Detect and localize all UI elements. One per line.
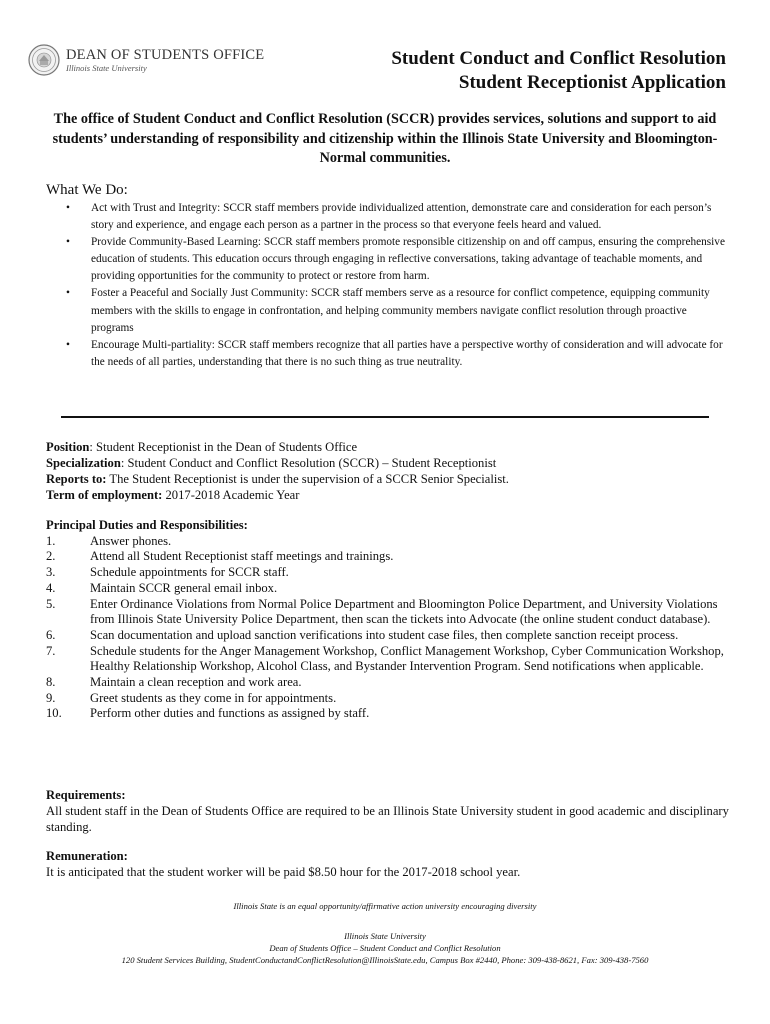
reports-value: The Student Receptionist is under the supervision of a SCCR Senior Specialist.	[106, 472, 509, 486]
duty-number: 3.	[46, 565, 56, 580]
university-seal-icon	[28, 44, 60, 76]
duty-item	[46, 644, 736, 675]
duty-number: 8.	[46, 675, 56, 690]
duty-item	[46, 628, 736, 644]
equal-opportunity-statement: Illinois State is an equal opportunity/affirmative action university encouraging diversity	[233, 901, 537, 911]
list-item	[46, 200, 726, 234]
position-value: : Student Receptionist in the Dean of Students Office	[89, 440, 358, 454]
duty-item	[46, 581, 736, 597]
duty-item	[46, 565, 736, 581]
duty-item	[46, 549, 736, 565]
duties-heading: Principal Duties and Responsibilities:	[46, 518, 248, 532]
duty-number: 4.	[46, 580, 56, 595]
remuneration-text: It is anticipated that the student worker will be paid $8.50 hour for the 2017-2018 school year.	[46, 865, 521, 879]
duty-text: Schedule students for the Anger Management Workshop, Conflict Management Workshop, Cyber Communication Workshop, Healthy Relationship Workshop, Alcohol Class, and Bystander Intervention Program. Send notifications when applicable.	[90, 643, 724, 674]
duty-number: 5.	[46, 596, 56, 611]
bullet-icon: •	[66, 287, 70, 300]
bullet-icon: •	[66, 202, 70, 214]
position-label: Position	[46, 440, 90, 454]
dean-of-students-logo	[28, 44, 268, 84]
footer-line-1: Illinois State University	[344, 931, 426, 941]
list-item	[46, 337, 726, 371]
term-value: 2017-2018 Academic Year	[162, 488, 300, 502]
bullet-icon: •	[66, 236, 70, 249]
requirements-section	[46, 787, 736, 835]
footer-line-2: Dean of Students Office – Student Conduct and Conflict Resolution	[269, 943, 501, 953]
intro-paragraph: The office of Student Conduct and Conflict Resolution (SCCR) provides services, solutions and support to aid students’ understanding of responsibility and citizenship within the Illinois State University and Bloomington-Normal communities.	[52, 111, 718, 166]
duty-number: 9.	[46, 690, 56, 705]
duty-text: Greet students as they come in for appointments.	[90, 690, 337, 705]
list-item	[46, 234, 726, 285]
term-label: Term of employment:	[46, 488, 163, 502]
duty-text: Maintain SCCR general email inbox.	[90, 580, 278, 595]
list-item-text: Provide Community-Based Learning: SCCR staff members promote responsible citizenship on and off campus, ensuring the comprehensive education of students. This education occurs through engaging in reflective conversations, taking advantage of teachable moments, and providing opportunities for the community to protect or restore from harm.	[91, 236, 725, 283]
title-line-2: Student Receptionist Application	[458, 72, 726, 93]
duty-text: Schedule appointments for SCCR staff.	[90, 565, 289, 580]
specialization-line	[46, 455, 736, 471]
term-line	[46, 487, 736, 503]
list-item-text: Act with Trust and Integrity: SCCR staff members provide individualized attention, demonstrate care and consideration for each person’s story and experience, and engage each person as a partner in the process so that everyone feels heard and valued.	[91, 202, 712, 232]
remuneration-section	[46, 848, 736, 880]
duty-text: Perform other duties and functions as assigned by staff.	[90, 706, 370, 721]
specialization-value: : Student Conduct and Conflict Resolution (SCCR) – Student Receptionist	[120, 456, 497, 470]
specialization-label: Specialization	[46, 456, 121, 470]
position-line	[46, 439, 736, 455]
duties-section	[46, 518, 736, 722]
duty-item	[46, 706, 736, 722]
page-footer	[0, 930, 770, 966]
bullet-icon: •	[66, 338, 70, 351]
what-we-do-heading: What We Do:	[46, 182, 128, 198]
footer-line-3: 120 Student Services Building, StudentConductandConflictResolution@IllinoisState.edu, Campus Box #2440, Phone: 309-438-8621, Fax: 309-438-7560	[121, 955, 649, 965]
duty-number: 7.	[46, 643, 56, 658]
what-we-do-list	[46, 200, 726, 371]
logo-main-text: DEAN OF STUDENTS OFFICE	[66, 47, 265, 63]
list-item-text: Encourage Multi-partiality: SCCR staff members recognize that all parties have a perspective worthy of consideration and will advocate for the needs of all parties, understanding that there is no such thing as true neutrality.	[91, 338, 723, 368]
duty-item	[46, 534, 736, 550]
list-item	[46, 285, 726, 336]
reports-line	[46, 471, 736, 487]
duty-item	[46, 691, 736, 707]
logo-sub-text: Illinois State University	[66, 63, 147, 73]
duty-number: 10.	[46, 706, 62, 721]
duty-text: Scan documentation and upload sanction verifications into student case files, then complete sanction receipt process.	[90, 627, 679, 642]
duty-text: Maintain a clean reception and work area.	[90, 675, 302, 690]
position-info	[46, 439, 736, 503]
section-divider	[61, 416, 709, 418]
duty-number: 2.	[46, 549, 56, 564]
duty-item	[46, 675, 736, 691]
requirements-text: All student staff in the Dean of Students Office are required to be an Illinois State University student in good academic and disciplinary standing.	[46, 804, 729, 834]
title-line-1: Student Conduct and Conflict Resolution	[391, 48, 726, 69]
document-title	[391, 47, 726, 95]
duty-text: Attend all Student Receptionist staff meetings and trainings.	[90, 549, 394, 564]
duty-text: Answer phones.	[90, 533, 172, 548]
duty-number: 1.	[46, 533, 56, 548]
reports-label: Reports to:	[46, 472, 107, 486]
list-item-text: Foster a Peaceful and Socially Just Community: SCCR staff members serve as a resource for conflict competence, equipping community members with the skills to engage in confrontation, and helping community members navigate conflict resolution through proactive programs	[91, 287, 710, 334]
remuneration-heading: Remuneration:	[46, 849, 128, 863]
duty-number: 6.	[46, 627, 56, 642]
duty-text: Enter Ordinance Violations from Normal Police Department and Bloomington Police Department, and University Violations from Illinois State University Police Department, then scan the tickets into Advocate (the online student conduct database).	[90, 596, 718, 627]
duty-item	[46, 597, 736, 628]
requirements-heading: Requirements:	[46, 788, 126, 802]
